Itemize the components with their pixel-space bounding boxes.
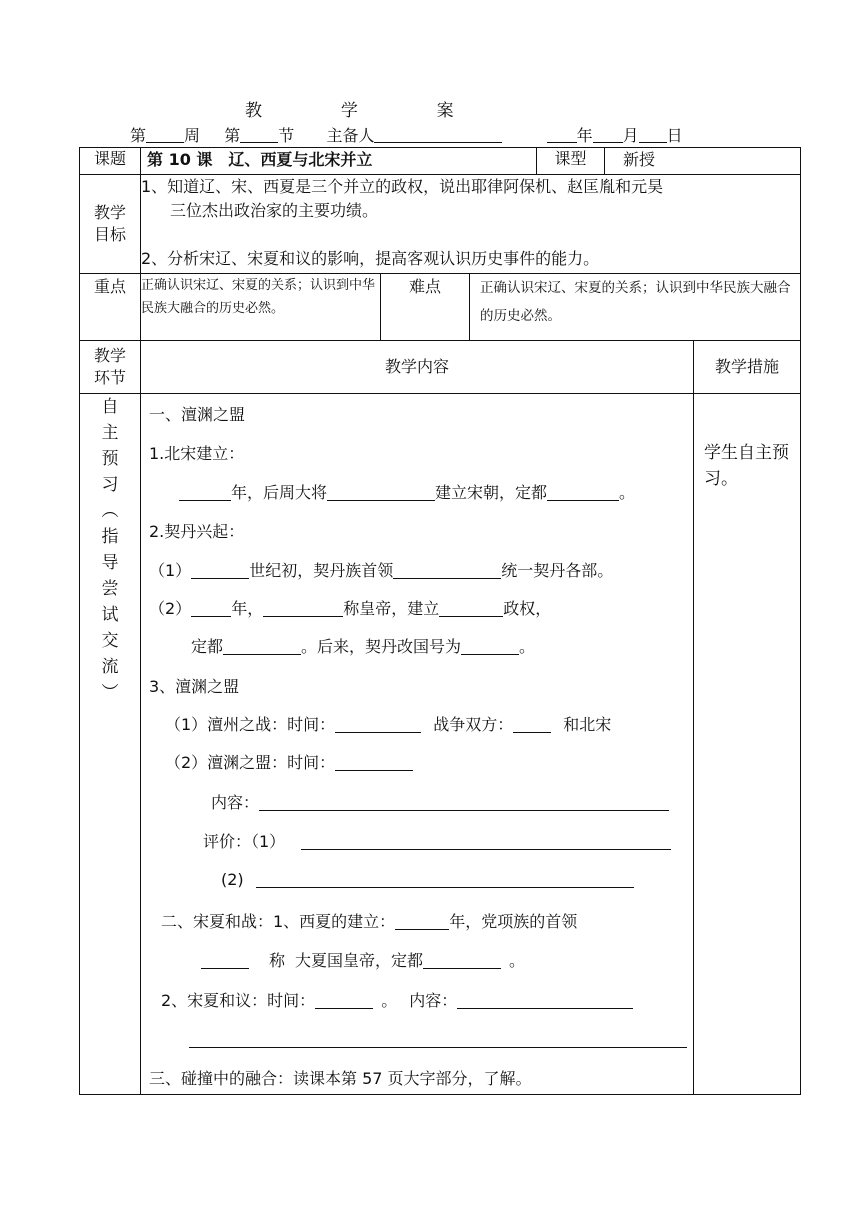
lesson-meta-line (130, 123, 683, 146)
line-evaluation-1: 评价：（1） (203, 829, 671, 852)
goal-2: 2、分析宋辽、宋夏和议的影响，提高客观认识历史事件的能力。 (141, 249, 600, 268)
treaty-time-blank[interactable] (335, 754, 413, 771)
heading-northern-song: 1.北宋建立： (149, 444, 245, 463)
self-study-row (80, 394, 801, 1095)
key-points-text: 正确认识宋辽、宋夏的关系；认识到中华民族大融合的历史必然。 (141, 274, 381, 341)
line-chanzhou-battle: （1）澶州之战：时间： 战争双方： 和北宋 (165, 715, 612, 734)
key-points-row (80, 274, 801, 341)
century-blank[interactable] (191, 562, 249, 579)
day-label: 日 (666, 126, 683, 145)
type-value: 新授 (605, 148, 801, 175)
content-label: 教学内容 (141, 341, 694, 394)
type-label: 课型 (537, 148, 605, 175)
xixia-capital-blank[interactable] (423, 952, 501, 969)
belligerent-blank[interactable] (513, 716, 551, 733)
evaluation-1-blank[interactable] (301, 833, 671, 850)
measure-label: 教学措施 (694, 341, 801, 394)
emperor-blank[interactable] (263, 600, 343, 617)
line-song-founding: 年，后周大将 建立宋朝，定都 。 (179, 480, 635, 503)
title-char-2: 学 (340, 101, 358, 121)
title-char-1: 教 (245, 101, 262, 121)
section-prefix: 第 (224, 126, 241, 145)
lesson-plan-table (79, 147, 801, 1095)
peace-content-blank[interactable] (457, 992, 633, 1009)
line-evaluation-2: (2) (221, 870, 634, 889)
heading-khitan: 2.契丹兴起： (149, 522, 245, 541)
capital-blank[interactable] (223, 638, 301, 655)
xixia-year-blank[interactable] (395, 913, 449, 930)
goal-1-line-2: 三位杰出政治家的主要功绩。 (170, 201, 379, 220)
peace-content-blank-2[interactable] (189, 1031, 687, 1048)
regime-blank[interactable] (439, 600, 503, 617)
heading-treaty: 3、澶渊之盟 (149, 677, 240, 696)
section-blank[interactable] (240, 126, 278, 143)
year-label: 年 (576, 126, 593, 145)
document-title (245, 96, 454, 121)
content-area (141, 394, 694, 1095)
month-blank[interactable] (593, 126, 623, 143)
month-label: 月 (622, 126, 639, 145)
difficulty-text: 正确认识宋辽、宋夏的关系；认识到中华民族大融合的历史必然。 (470, 274, 801, 341)
battle-time-blank[interactable] (335, 716, 421, 733)
difficulty-label: 难点 (381, 274, 470, 341)
heading-fusion: 三、碰撞中的融合：读课本第 57 页大字部分，了解。 (149, 1069, 532, 1088)
goals-label: 教学目标 (80, 175, 141, 274)
goal-1-line-1: 1、知道辽、宋、西夏是三个并立的政权，说出耶律阿保机、赵匡胤和元昊 (141, 177, 664, 196)
country-name-blank[interactable] (461, 638, 519, 655)
xixia-leader-blank[interactable] (201, 952, 249, 969)
capital-blank[interactable] (547, 484, 619, 501)
line-treaty-time: （2）澶渊之盟：时间： (165, 750, 413, 773)
evaluation-2-blank[interactable] (256, 871, 634, 888)
section-suffix: 节 (278, 126, 295, 145)
preparer-blank[interactable] (374, 126, 502, 143)
line-song-xia-peace: 2、宋夏和议：时间： 。 内容： (161, 988, 633, 1011)
line-peace-content-cont (189, 1030, 687, 1049)
line-khitan-capital: 定都 。后来，契丹改国号为 。 (191, 637, 536, 656)
stage-vertical-text: 自 主 预 习 ︵ 指 导 尝 试 交 流 ︶ (80, 394, 141, 1095)
goals-content (141, 175, 801, 274)
topic-label: 课题 (80, 148, 141, 175)
week-suffix: 周 (184, 126, 201, 145)
heading-chanyuan: 一、澶渊之盟 (149, 405, 246, 424)
year-blank[interactable] (191, 600, 231, 617)
stage-label: 教学环节 (80, 341, 141, 394)
founder-blank[interactable] (327, 484, 435, 501)
topic-value: 第 10 课 辽、西夏与北宋并立 (141, 148, 537, 175)
measure-text: 学生自主预习。 (694, 394, 801, 1095)
title-char-3: 案 (436, 101, 454, 121)
line-xixia-emperor: 称 大夏国皇帝，定都 。 (201, 948, 525, 971)
year-blank[interactable] (179, 484, 231, 501)
section-header-row (80, 341, 801, 394)
goals-row (80, 175, 801, 274)
peace-time-blank[interactable] (315, 992, 373, 1009)
topic-row (80, 148, 801, 175)
day-blank[interactable] (639, 126, 667, 143)
key-points-label: 重点 (80, 274, 141, 341)
week-blank[interactable] (146, 126, 184, 143)
line-khitan-emperor: （2） 年， 称皇帝，建立 政权， (149, 599, 552, 618)
preparer-label: 主备人 (326, 126, 375, 145)
line-xixia-founding: 二、宋夏和战：1、西夏的建立： 年，党项族的首领 (161, 912, 578, 931)
line-khitan-unify: （1） 世纪初，契丹族首领 统一契丹各部。 (149, 561, 614, 580)
treaty-content-blank[interactable] (259, 794, 669, 811)
line-treaty-content: 内容： (211, 790, 669, 813)
week-prefix: 第 (130, 126, 147, 145)
leader-blank[interactable] (393, 562, 501, 579)
year-blank[interactable] (547, 126, 577, 143)
